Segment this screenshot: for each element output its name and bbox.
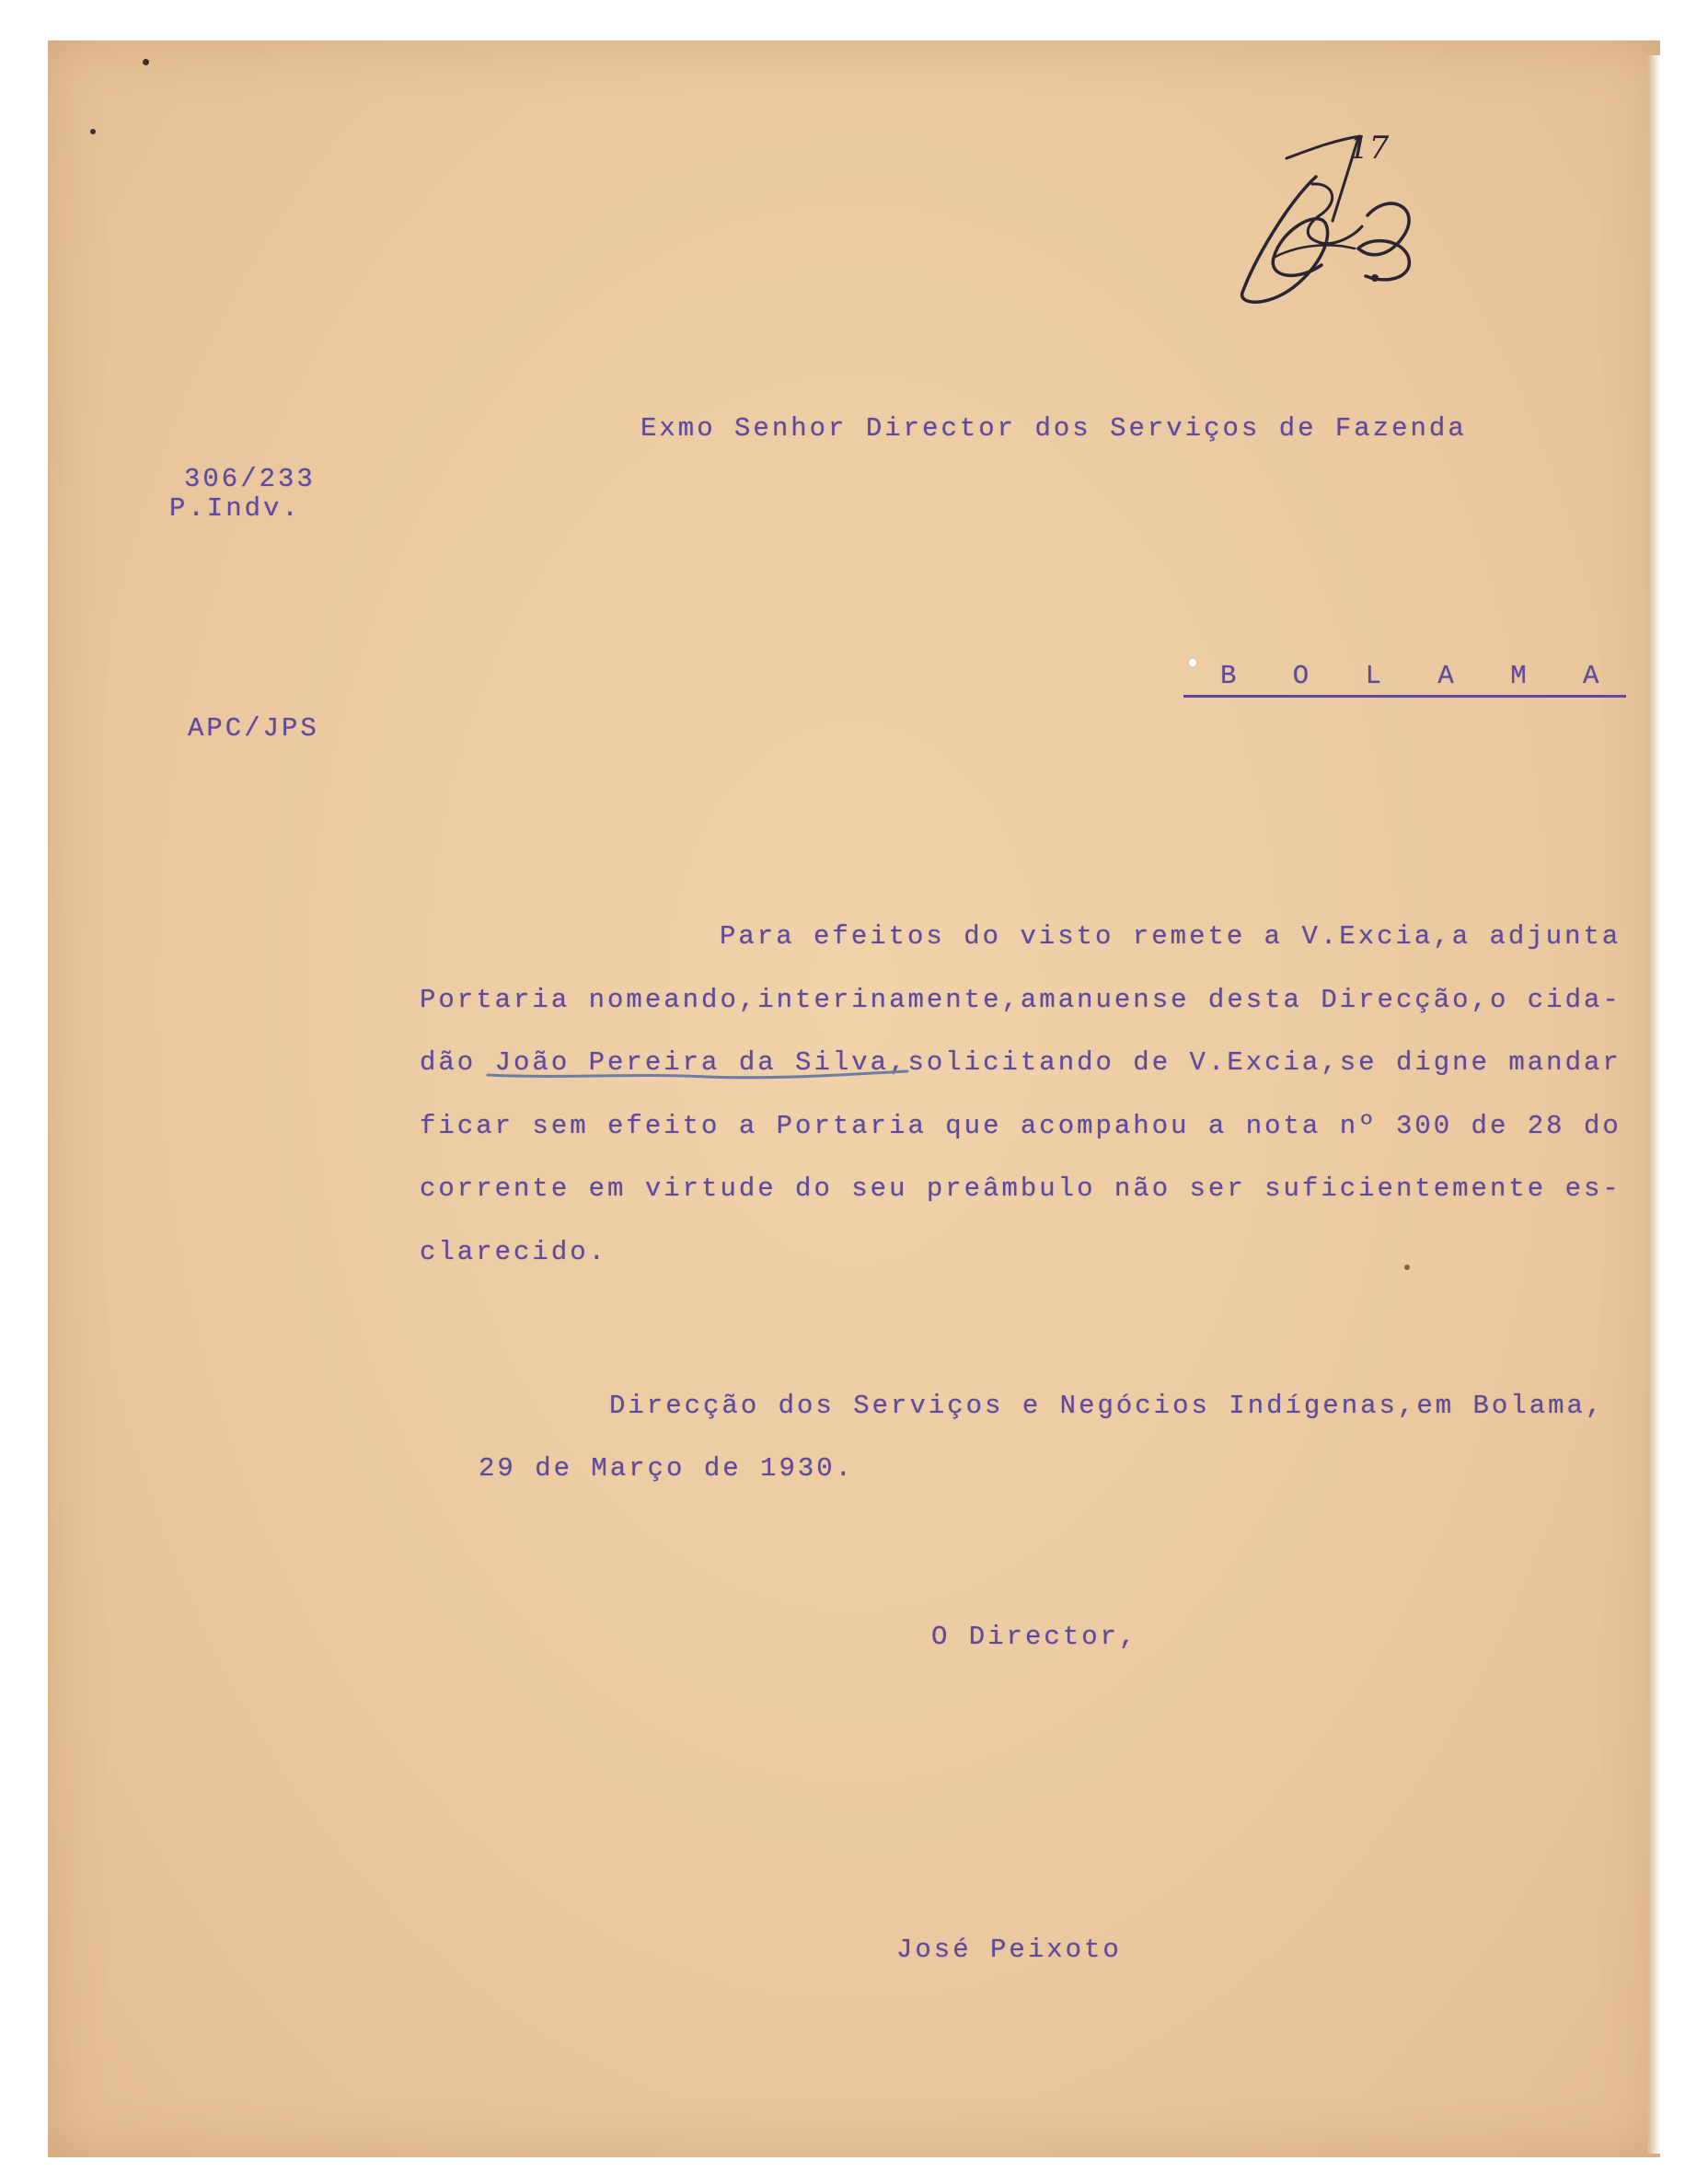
handwritten-initial-mark-text: 17 [1349, 130, 1390, 167]
reference-number: 306/233 [184, 464, 316, 494]
body-line: clarecido. [420, 1236, 608, 1267]
typist-initials: APC/JPS [188, 713, 319, 744]
closing-place: Direcção dos Serviços e Negócios Indígenas,em Bolama, [609, 1391, 1605, 1421]
letter-body [420, 906, 1621, 1284]
signoff-line: O Director, [931, 1622, 1138, 1652]
reference-category: P.Indv. [169, 493, 301, 524]
pencil-underline-icon [486, 1069, 909, 1082]
body-line: dão João Pereira da Silva,solicitando de V.Excia,se digne mandar [420, 1047, 1621, 1078]
closing-date: 29 de Março de 1930. [479, 1453, 855, 1484]
body-line: ficar sem efeito a Portaria que acompahou a nota nº 300 de 28 do [420, 1110, 1621, 1141]
body-line: corrente em virtude do seu preâmbulo não ser suficientemente es- [420, 1173, 1621, 1204]
body-line: Para efeitos do visto remete a V.Excia,a adjunta [720, 921, 1621, 952]
city-heading: B O L A M A [1183, 661, 1626, 698]
closing-block [420, 1375, 1604, 1500]
addressee-line: Exmo Senhor Director dos Serviços de Fazenda [640, 413, 1467, 444]
paper-speck [90, 129, 96, 134]
body-line: Portaria nomeando,interinamente,amanuense desta Direcção,o cida- [420, 984, 1621, 1015]
paper-edge-shadow [1647, 55, 1660, 2154]
handwritten-initial-mark-icon [1178, 120, 1436, 322]
signature-name: José Peixoto [896, 1935, 1122, 1965]
paper-speck [143, 59, 149, 65]
reference-block [169, 464, 316, 524]
